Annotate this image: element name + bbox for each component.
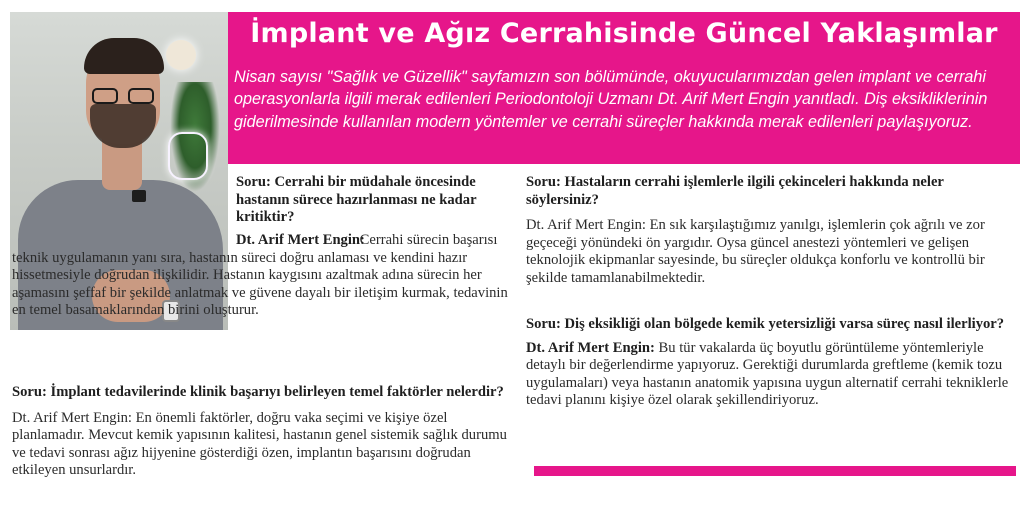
lamp-decor [166,40,196,70]
article-title: İmplant ve Ağız Cerrahisinde Güncel Yaklaşımlar [250,18,998,49]
question-3: Soru: Hastaların cerrahi işlemlerle ilgili çekinceleri hakkında neler söylersiniz? [526,174,944,208]
article-intro: Nisan sayısı "Sağlık ve Güzellik" sayfamızın son bölümünde, okuyucularımızdan gelen implant ve cerrahi operasyonlarla ilgili merak edilenleri Periodontoloji Uzmanı Dt. Arif Mert Engin yanıtladı. Diş eksikliklerinin giderilmesinde kullanılan modern yöntemler ve cerrahi süreçler hakkında merak edilenleri paylaşıyoruz. [234,68,988,131]
qa-4 [526,316,1016,410]
answer-1-wrap [12,232,522,320]
answer-1: Cerrahi sürecin başarısı teknik uygulamanın yanı sıra, hastanın süreci doğru anlaması ve kendini hazır hissetmesiyle doğrudan ilişkilidir. Hastanın kaygısını azaltmak adına sürecin her aşamasını şeffaf bir şekilde anlatmak ve güvene dayalı bir iletişim kurmak, tedavinin en temel basamaklarından birini oluşturur. [12,232,508,318]
lapel-mic [132,190,146,202]
speaker-4: Dt. Arif Mert Engin: [526,339,655,356]
answer-4: Bu tür vakalarda üç boyutlu görüntüleme yöntemleriyle detaylı bir değerlendirme yapıyoruz. Gerektiği durumlarda greftleme (kemik tozu uygulamaları) veya hastanın anatomik yapısına uygun alternatif cerrahi tekniklerle tedavi planını kişiye özel olarak şekillendiriyoruz. [526,339,1009,408]
qa-1-answer [12,232,522,320]
person-hair [84,38,164,74]
answer-4-wrap [526,340,1016,410]
qa-3 [526,174,1016,287]
qa-1 [236,174,522,227]
article-header [228,12,1020,164]
glasses [92,88,154,104]
qa-2 [12,384,522,480]
pink-divider [534,466,1016,476]
person-beard [90,104,156,148]
question-4: Soru: Diş eksikliği olan bölgede kemik yetersizliği varsa süreç nasıl ilerliyor? [526,316,1005,332]
speaker-1: Dt. Arif Mert Engin: [236,232,365,248]
answer-3: Dt. Arif Mert Engin: En sık karşılaştığımız yanılgı, işlemlerin çok ağrılı ve zor geçeceği yönündeki ön yargıdır. Oysa güncel anestezi yöntemleri ve gelişen teknolojik ekipmanlar sayesinde, bu süreçler oldukça konforlu ve kontrollü bir şekilde tamamlanabilmektedir. [526,217,985,286]
neon-sign-decor [168,132,208,180]
question-2: Soru: İmplant tedavilerinde klinik başarıyı belirleyen temel faktörler nelerdir? [12,384,504,400]
answer-2: Dt. Arif Mert Engin: En önemli faktörler, doğru vaka seçimi ve kişiye özel planlamadır. Mevcut kemik yapısının kalitesi, hastanın genel sistemik sağlık durumu ve tedavi sonrası ağız hijyenine gösterdiği özen, implantın başarısını doğrudan etkileyen unsurlardır. [12,409,507,478]
question-1: Soru: Cerrahi bir müdahale öncesinde hastanın sürece hazırlanması ne kadar kritiktir? [236,174,477,225]
